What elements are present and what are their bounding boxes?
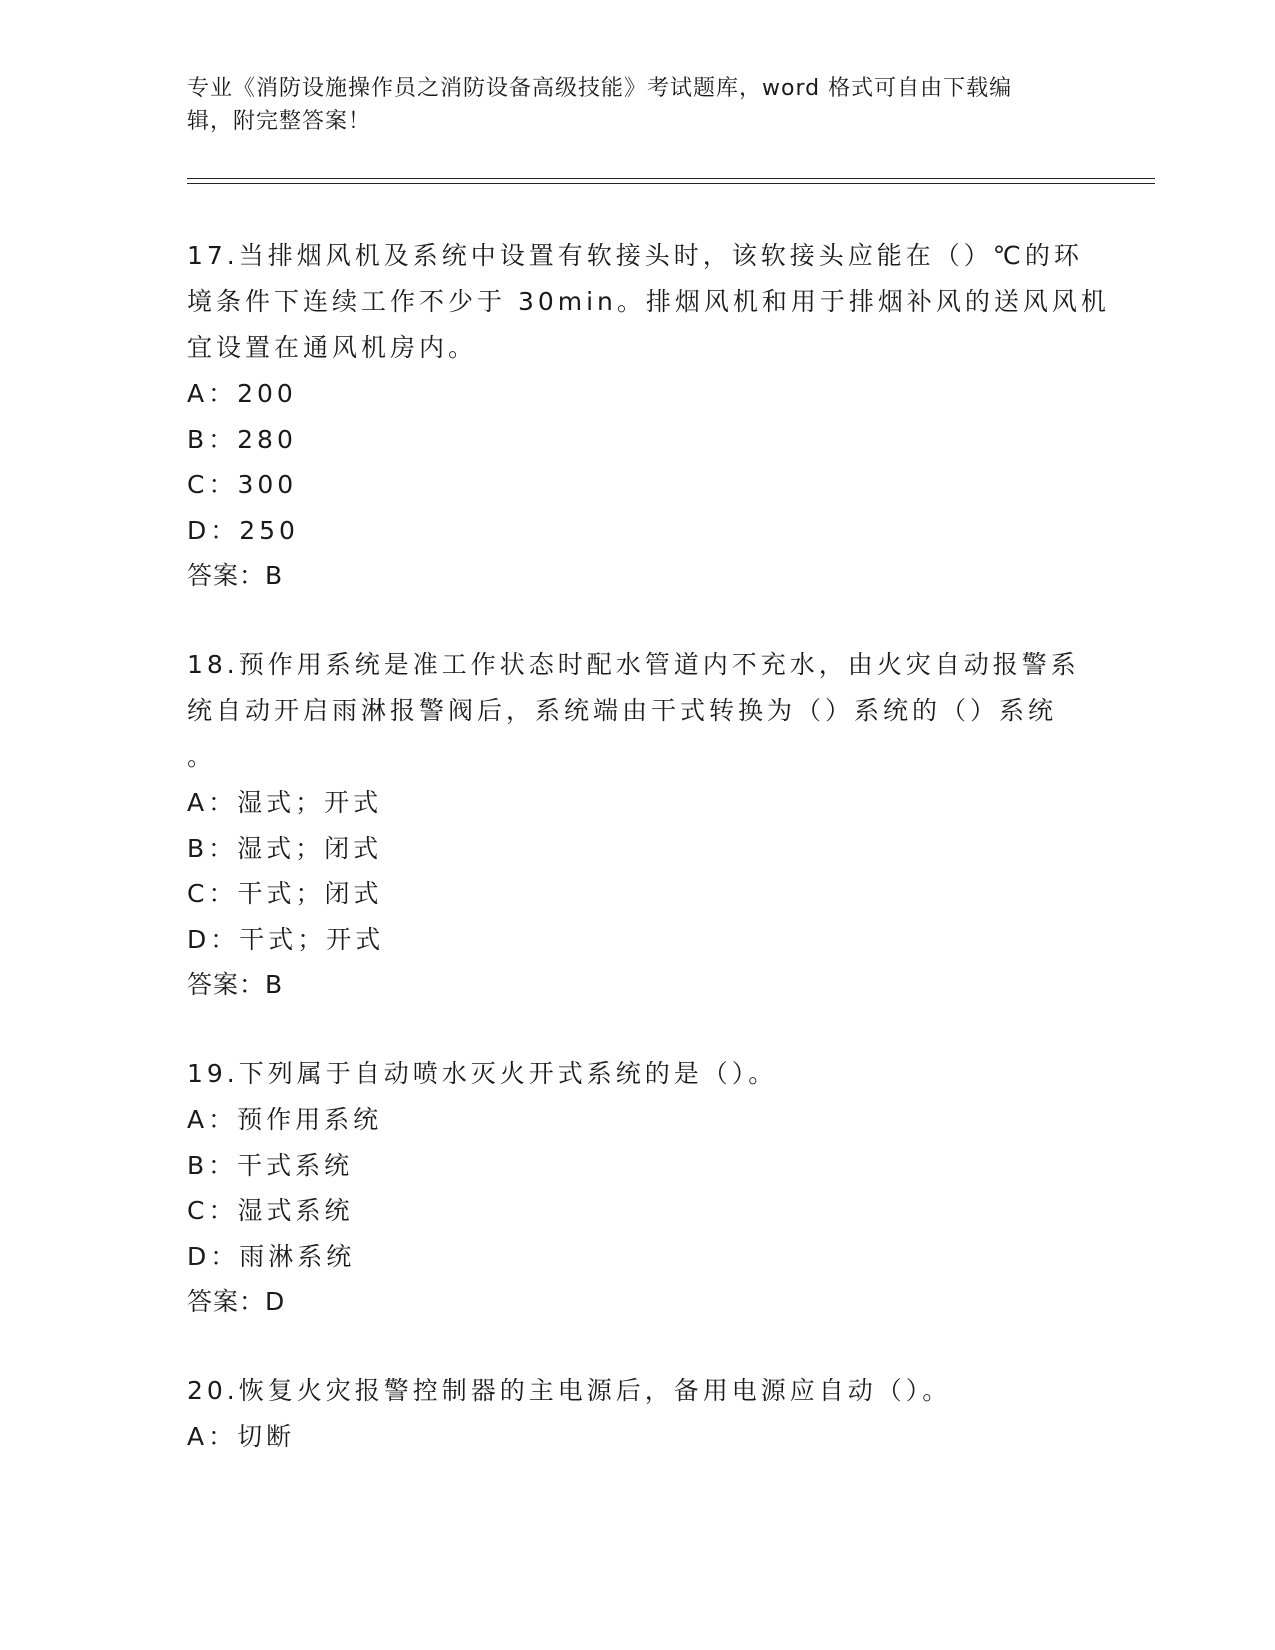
- question-line: 19.下列属于自动喷水灭火开式系统的是（）。: [187, 1059, 778, 1088]
- question-18: [187, 642, 1087, 1007]
- option-c: C：干式；闭式: [187, 879, 383, 908]
- option-b: B：280: [187, 424, 297, 454]
- spacer: [187, 1324, 1087, 1368]
- question-line: 境条件下连续工作不少于 30min。排烟风机和用于排烟补风的送风风机: [187, 287, 1110, 316]
- question-20: [187, 1368, 1087, 1460]
- spacer: [187, 1007, 1087, 1051]
- question-line: 17.当排烟风机及系统中设置有软接头时，该软接头应能在（）℃的环: [187, 241, 1083, 270]
- option-c: C：300: [187, 470, 298, 499]
- option-d: D：雨淋系统: [187, 1241, 356, 1271]
- question-line: 统自动开启雨淋报警阀后，系统端由干式转换为（）系统的（）系统: [187, 696, 1058, 725]
- option-b: B：干式系统: [187, 1150, 354, 1180]
- question-line: 20.恢复火灾报警控制器的主电源后，备用电源应自动（）。: [187, 1376, 952, 1405]
- header-line: 辑，附完整答案！: [187, 109, 372, 134]
- option-b: B：湿式；闭式: [187, 833, 383, 863]
- question-text: [187, 1051, 1087, 1097]
- option-d: D：250: [187, 515, 299, 545]
- question-line: 。: [187, 742, 217, 771]
- option-a: A：200: [187, 379, 297, 408]
- answer: 答案：D: [187, 1287, 286, 1316]
- option-a: A：湿式；开式: [187, 788, 383, 817]
- question-line: 18.预作用系统是准工作状态时配水管道内不充水，由火灾自动报警系: [187, 650, 1080, 679]
- header-line: 专业《消防设施操作员之消防设备高级技能》考试题库，word 格式可自由下载编: [187, 76, 1013, 101]
- header-divider-bottom: [187, 183, 1155, 184]
- option-d: D：干式；开式: [187, 924, 385, 954]
- question-list: [187, 233, 1110, 1460]
- question-text: [187, 233, 1110, 371]
- spacer: [187, 598, 1087, 642]
- question-text: [187, 642, 1087, 780]
- answer: 答案：B: [187, 970, 284, 999]
- question-line: 宜设置在通风机房内。: [187, 333, 478, 362]
- option-a: A：切断: [187, 1422, 296, 1451]
- document-header: [187, 72, 1087, 138]
- question-17: [187, 233, 1110, 598]
- answer: 答案：B: [187, 561, 284, 590]
- question-text: [187, 1368, 1087, 1414]
- option-c: C：湿式系统: [187, 1196, 354, 1225]
- header-divider-top: [187, 178, 1155, 179]
- option-a: A：预作用系统: [187, 1105, 383, 1134]
- question-19: [187, 1051, 1087, 1324]
